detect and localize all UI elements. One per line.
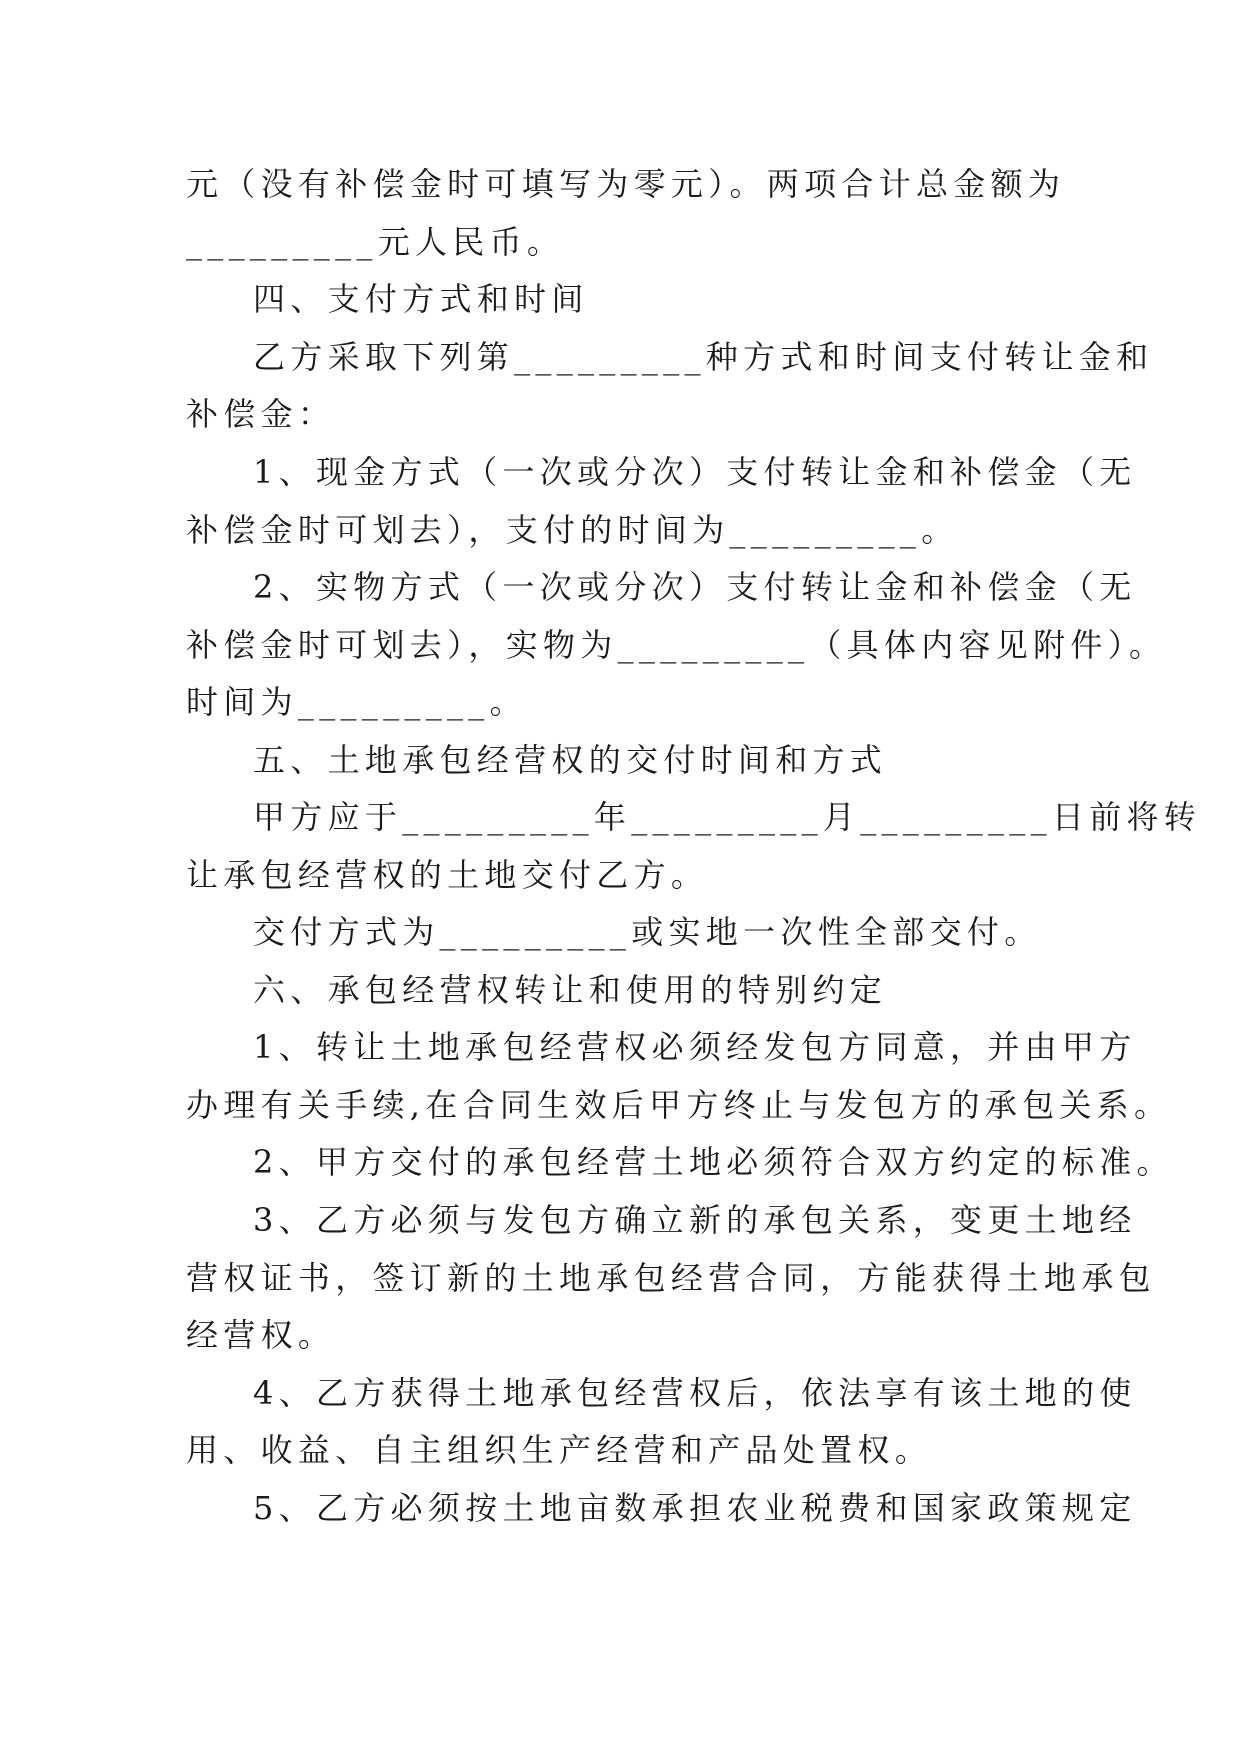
text-line: 让承包经营权的土地交付乙方。 (186, 856, 709, 894)
text-line: 时间为_________。 (186, 683, 527, 721)
text-line: 3、乙方必须与发包方确立新的承包关系，变更土地经 (253, 1201, 1137, 1239)
text-line: 2、甲方交付的承包经营土地必须符合双方约定的标准。 (253, 1143, 1174, 1181)
text-line: 2、实物方式（一次或分次）支付转让金和补偿金（无 (253, 568, 1137, 606)
text-line: _________元人民币。 (186, 223, 565, 261)
text-line: 补偿金时可划去），支付的时间为_________。 (186, 511, 959, 549)
text-line: 1、现金方式（一次或分次）支付转让金和补偿金（无 (253, 453, 1137, 491)
text-line: 补偿金时可划去），实物为_________（具体内容见附件）。 (186, 626, 1167, 664)
text-line: 元（没有补偿金时可填写为零元）。两项合计总金额为 (186, 165, 1066, 203)
text-line: 甲方应于_________年_________月_________日前将转 (253, 798, 1202, 836)
text-line: 补偿金： (186, 395, 336, 433)
text-line: 5、乙方必须按土地亩数承担农业税费和国家政策规定 (253, 1489, 1137, 1527)
section-heading-delivery: 五、土地承包经营权的交付时间和方式 (253, 741, 888, 779)
text-line: 营权证书，签订新的土地承包经营合同，方能获得土地承包 (186, 1259, 1156, 1297)
text-line: 办理有关手续,在合同生效后甲方终止与发包方的承包关系。 (186, 1086, 1172, 1124)
text-line: 交付方式为_________或实地一次性全部交付。 (253, 913, 1042, 951)
text-line: 经营权。 (186, 1316, 336, 1354)
text-line: 1、转让土地承包经营权必须经发包方同意，并由甲方 (253, 1028, 1137, 1066)
text-line: 乙方采取下列第_________种方式和时间支付转让金和 (253, 338, 1154, 376)
section-heading-payment: 四、支付方式和时间 (253, 280, 589, 318)
text-line: 4、乙方获得土地承包经营权后，依法享有该土地的使 (253, 1374, 1137, 1412)
section-heading-special-terms: 六、承包经营权转让和使用的特别约定 (253, 971, 888, 1009)
text-line: 用、收益、自主组织生产经营和产品处置权。 (186, 1431, 933, 1469)
